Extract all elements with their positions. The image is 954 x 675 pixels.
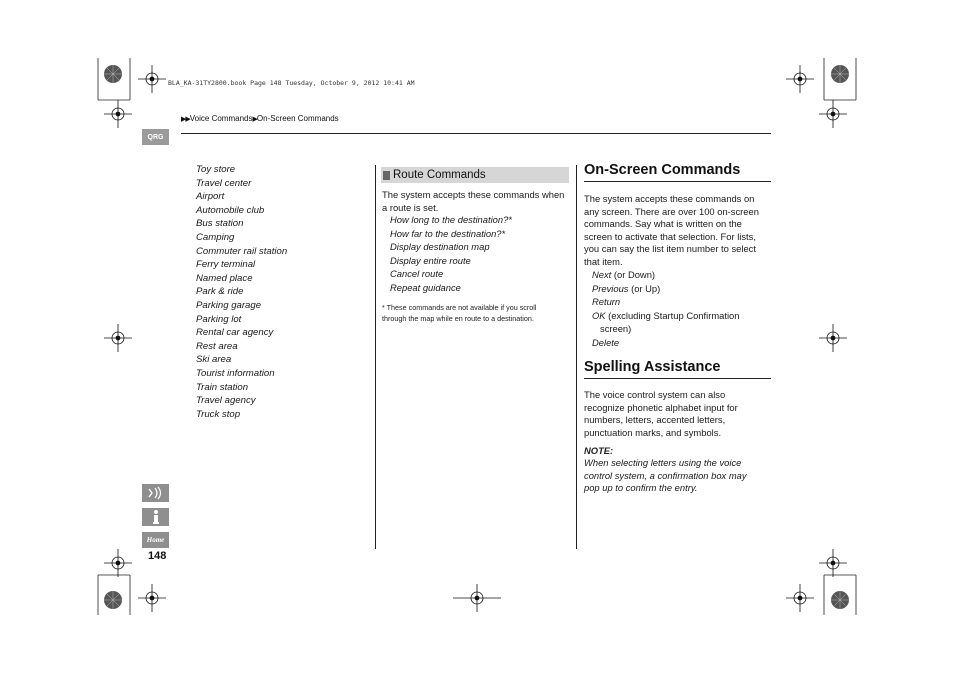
- on-screen-command-item: [592, 282, 739, 296]
- place-category-item: Train station: [196, 381, 249, 393]
- command-word: OK: [592, 309, 606, 321]
- place-category-item: Named place: [196, 272, 253, 284]
- place-category-list: [196, 163, 287, 421]
- route-commands-title: Route Commands: [393, 169, 486, 181]
- on-screen-commands-body: The system accepts these commands on any screen. There are over 100 on-screen commands. Say what is written on the screen to activate that selection. For lists, you can say the list item number to select that item.: [584, 193, 759, 267]
- place-category-item: Travel agency: [196, 395, 256, 407]
- route-command-item: Display entire route: [390, 254, 471, 266]
- on-screen-command-item: [592, 322, 739, 336]
- place-category-item: Truck stop: [196, 408, 241, 420]
- command-word: Previous: [592, 282, 629, 294]
- command-note: (or Up): [628, 282, 661, 294]
- header-rule: [181, 133, 771, 134]
- voice-tab[interactable]: [142, 484, 169, 502]
- place-category-item: Rental car agency: [196, 327, 274, 339]
- on-screen-commands-heading: On-Screen Commands: [584, 162, 771, 182]
- place-category-item: Airport: [196, 191, 225, 203]
- command-note: (or Down): [611, 269, 656, 280]
- note-label: NOTE:: [584, 445, 614, 456]
- breadcrumb-arrows: ▶▶: [181, 116, 190, 123]
- command-word: Return: [592, 296, 621, 308]
- place-category-item: Park & ride: [196, 286, 244, 298]
- route-command-item: Repeat guidance: [390, 281, 461, 293]
- on-screen-command-item: [592, 309, 739, 323]
- breadcrumb-parent-link[interactable]: Voice Commands: [189, 114, 253, 123]
- info-icon: [149, 509, 163, 525]
- voice-command-icon: [147, 486, 165, 500]
- place-category-item: Travel center: [196, 177, 252, 189]
- place-category-item: Bus station: [196, 218, 244, 230]
- route-command-item: How far to the destination?*: [390, 227, 506, 239]
- spelling-assistance-body: The voice control system can also recognize phonetic alphabet input for numbers, letters, accented letters, punctuation marks, and symbols.: [584, 389, 738, 438]
- column-divider-right: [576, 165, 577, 549]
- section-square-icon: [383, 171, 390, 180]
- on-screen-command-item: [592, 268, 739, 282]
- route-command-item: How long to the destination?*: [390, 214, 512, 225]
- breadcrumb-separator: ▶: [252, 116, 257, 123]
- place-category-item: Toy store: [196, 164, 236, 175]
- command-note: (excluding Startup Confirmation: [605, 309, 740, 321]
- route-commands-header: [381, 167, 569, 183]
- place-category-item: Tourist information: [196, 367, 275, 379]
- on-screen-command-item: [592, 295, 739, 309]
- on-screen-command-list: [592, 268, 739, 350]
- place-category-item: Rest area: [196, 340, 238, 352]
- qrg-tab[interactable]: QRG: [142, 129, 169, 145]
- route-command-item: Display destination map: [390, 241, 490, 253]
- place-category-item: Parking garage: [196, 299, 262, 311]
- route-command-item: Cancel route: [390, 268, 444, 280]
- place-category-item: Camping: [196, 231, 235, 243]
- place-category-item: Ferry terminal: [196, 259, 256, 271]
- note-text: When selecting letters using the voice control system, a confirmation box may pop up to confirm the entry.: [584, 457, 747, 494]
- route-commands-footnote: * These commands are not available if you scroll through the map while en route to a destination.: [382, 303, 537, 323]
- place-category-item: Automobile club: [196, 204, 265, 216]
- route-commands-intro: The system accepts these commands when a route is set.: [382, 189, 565, 213]
- command-word: Next: [592, 269, 612, 280]
- command-note: screen): [600, 323, 632, 335]
- home-icon: Home: [146, 536, 165, 544]
- command-word: Delete: [592, 336, 620, 348]
- route-command-list: [390, 213, 512, 295]
- column-divider-left: [375, 165, 376, 549]
- place-category-item: Ski area: [196, 354, 232, 366]
- page-number: 148: [148, 550, 167, 562]
- on-screen-command-item: [592, 336, 739, 350]
- home-tab[interactable]: [142, 532, 169, 548]
- info-tab[interactable]: [142, 508, 169, 526]
- place-category-item: Parking lot: [196, 313, 242, 325]
- breadcrumb: [181, 114, 339, 123]
- spelling-assistance-heading: Spelling Assistance: [584, 359, 771, 379]
- file-info-line: BLA_KA-31TY2800.book Page 148 Tuesday, October 9, 2012 10:41 AM: [168, 79, 415, 87]
- place-category-item: Commuter rail station: [196, 245, 288, 257]
- breadcrumb-current[interactable]: On-Screen Commands: [256, 114, 339, 123]
